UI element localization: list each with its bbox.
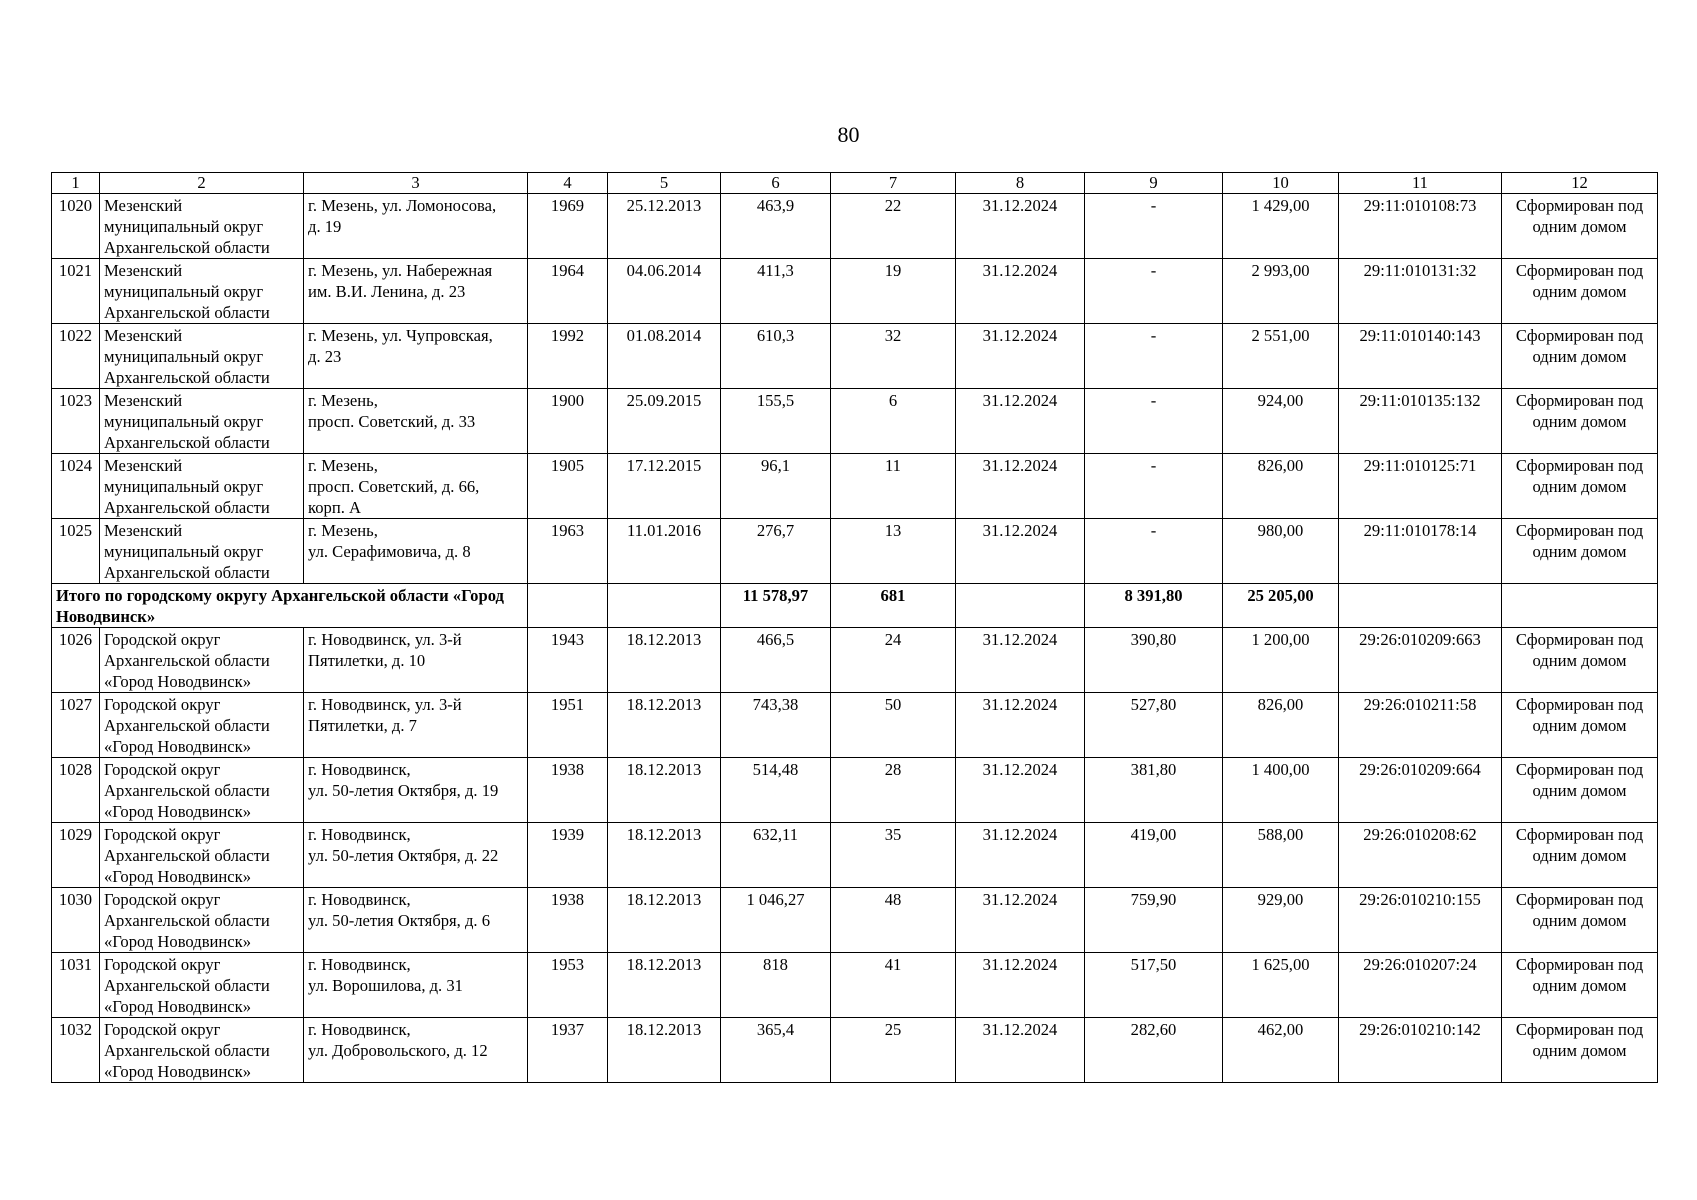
municipality-cell [100,324,304,389]
deadline-cell: 31.12.2024 [956,259,1085,324]
land-area-cell: - [1085,519,1223,584]
address-cell-line: ул. Серафимовича, д. 8 [308,542,471,561]
cadastral-number-cell: 29:26:010210:142 [1339,1018,1502,1083]
land-area-cell: - [1085,194,1223,259]
column-number: 11 [1339,173,1502,194]
table-row [52,324,1658,389]
municipality-cell-line: Архангельской области [104,303,270,322]
area-cell: 818 [721,953,831,1018]
year-cell: 1992 [528,324,608,389]
cadastral-number-cell: 29:26:010208:62 [1339,823,1502,888]
column-number: 3 [304,173,528,194]
municipality-cell [100,259,304,324]
address-cell-line: г. Новодвинск, ул. 3-й [308,695,462,714]
cadastral-number-cell: 29:11:010178:14 [1339,519,1502,584]
address-cell-line: им. В.И. Ленина, д. 23 [308,282,466,301]
table-row [52,693,1658,758]
year-cell: 1937 [528,1018,608,1083]
year-cell: 1938 [528,758,608,823]
note-cell [1502,259,1658,324]
cadastral-number-cell: 29:11:010125:71 [1339,454,1502,519]
land-area-cell: - [1085,389,1223,454]
value-cell: 2 993,00 [1223,259,1339,324]
row-number: 1022 [52,324,100,389]
area-cell: 463,9 [721,194,831,259]
address-cell-line: д. 23 [308,347,342,366]
address-cell-line: просп. Советский, д. 66, [308,477,480,496]
column-number: 4 [528,173,608,194]
land-area-cell: - [1085,454,1223,519]
deadline-cell: 31.12.2024 [956,454,1085,519]
municipality-cell-line: Городской округ [104,825,221,844]
municipality-cell-line: Городской округ [104,1020,221,1039]
value-cell: 1 400,00 [1223,758,1339,823]
municipality-cell-line: Архангельской области [104,911,270,930]
column-number: 5 [608,173,721,194]
area-cell: 1 046,27 [721,888,831,953]
note-cell-line: Сформирован под [1515,630,1644,649]
date-cell: 11.01.2016 [608,519,721,584]
count-cell: 32 [831,324,956,389]
address-cell-line: ул. 50-летия Октября, д. 19 [308,781,499,800]
note-cell-line: Сформирован под [1515,456,1644,475]
value-cell: 826,00 [1223,454,1339,519]
address-cell [304,693,528,758]
date-cell: 04.06.2014 [608,259,721,324]
address-cell [304,194,528,259]
value-cell: 1 200,00 [1223,628,1339,693]
count-cell: 41 [831,953,956,1018]
empty-cell [1502,584,1658,628]
table-row [52,1018,1658,1083]
municipality-cell-line: Городской округ [104,695,221,714]
note-cell-line: одним домом [1532,217,1627,236]
address-cell [304,888,528,953]
area-cell: 155,5 [721,389,831,454]
municipality-cell-line: «Город Новодвинск» [104,867,252,886]
note-cell-line: Сформирован под [1515,1020,1644,1039]
note-cell-line: одним домом [1532,911,1627,930]
row-number: 1025 [52,519,100,584]
note-cell [1502,823,1658,888]
row-number: 1021 [52,259,100,324]
note-cell-line: одним домом [1532,282,1627,301]
total-count: 681 [831,584,956,628]
address-cell-line: г. Мезень, ул. Чупровская, [308,326,493,345]
table-row [52,259,1658,324]
address-cell-line: г. Новодвинск, [308,825,411,844]
municipality-cell [100,628,304,693]
municipality-cell [100,194,304,259]
cadastral-number-cell: 29:26:010207:24 [1339,953,1502,1018]
value-cell: 588,00 [1223,823,1339,888]
date-cell: 18.12.2013 [608,888,721,953]
deadline-cell: 31.12.2024 [956,1018,1085,1083]
address-cell-line: просп. Советский, д. 33 [308,412,476,431]
municipality-cell [100,758,304,823]
row-number: 1020 [52,194,100,259]
address-cell-line: г. Новодвинск, [308,760,411,779]
note-cell-line: Сформирован под [1515,391,1644,410]
note-cell-line: одним домом [1532,347,1627,366]
address-cell [304,628,528,693]
municipality-cell-line: Мезенский [104,196,183,215]
municipality-cell-line: «Город Новодвинск» [104,737,252,756]
cadastral-number-cell: 29:11:010135:132 [1339,389,1502,454]
count-cell: 11 [831,454,956,519]
deadline-cell: 31.12.2024 [956,194,1085,259]
municipality-cell-line: муниципальный округ [104,412,264,431]
deadline-cell: 31.12.2024 [956,693,1085,758]
column-number: 10 [1223,173,1339,194]
address-cell-line: Пятилетки, д. 10 [308,651,426,670]
land-area-cell: - [1085,259,1223,324]
land-area-cell: - [1085,324,1223,389]
address-cell-line: г. Новодвинск, [308,890,411,909]
year-cell: 1953 [528,953,608,1018]
address-cell-line: ул. Добровольского, д. 12 [308,1041,488,1060]
date-cell: 18.12.2013 [608,758,721,823]
date-cell: 18.12.2013 [608,823,721,888]
count-cell: 48 [831,888,956,953]
municipality-cell-line: муниципальный округ [104,217,264,236]
table-body [52,173,1658,1083]
address-cell [304,259,528,324]
municipality-cell-line: Архангельской области [104,238,270,257]
municipality-cell [100,953,304,1018]
area-cell: 96,1 [721,454,831,519]
note-cell-line: одним домом [1532,781,1627,800]
date-cell: 01.08.2014 [608,324,721,389]
table-row [52,194,1658,259]
column-number: 8 [956,173,1085,194]
row-number: 1023 [52,389,100,454]
column-number: 12 [1502,173,1658,194]
municipality-cell-line: муниципальный округ [104,542,264,561]
municipality-cell [100,693,304,758]
year-cell: 1938 [528,888,608,953]
total-area: 11 578,97 [721,584,831,628]
land-area-cell: 527,80 [1085,693,1223,758]
column-number: 9 [1085,173,1223,194]
address-cell [304,1018,528,1083]
count-cell: 19 [831,259,956,324]
address-cell-line: г. Мезень, [308,456,378,475]
value-cell: 980,00 [1223,519,1339,584]
year-cell: 1964 [528,259,608,324]
value-cell: 929,00 [1223,888,1339,953]
municipality-cell-line: Мезенский [104,456,183,475]
note-cell-line: одним домом [1532,651,1627,670]
year-cell: 1905 [528,454,608,519]
deadline-cell: 31.12.2024 [956,823,1085,888]
note-cell-line: Сформирован под [1515,760,1644,779]
cadastral-number-cell: 29:26:010210:155 [1339,888,1502,953]
count-cell: 13 [831,519,956,584]
area-cell: 610,3 [721,324,831,389]
address-cell-line: г. Новодвинск, [308,1020,411,1039]
note-cell [1502,519,1658,584]
deadline-cell: 31.12.2024 [956,628,1085,693]
value-cell: 1 429,00 [1223,194,1339,259]
note-cell-line: одним домом [1532,846,1627,865]
date-cell: 18.12.2013 [608,1018,721,1083]
row-number: 1029 [52,823,100,888]
municipality-cell-line: «Город Новодвинск» [104,672,252,691]
total-value: 25 205,00 [1223,584,1339,628]
count-cell: 22 [831,194,956,259]
municipality-cell-line: Городской округ [104,890,221,909]
note-cell [1502,953,1658,1018]
municipality-cell-line: Городской округ [104,630,221,649]
municipality-cell-line: Архангельской области [104,368,270,387]
column-number: 6 [721,173,831,194]
land-area-cell: 759,90 [1085,888,1223,953]
note-cell [1502,324,1658,389]
year-cell: 1969 [528,194,608,259]
deadline-cell: 31.12.2024 [956,519,1085,584]
note-cell-line: одним домом [1532,976,1627,995]
note-cell-line: Сформирован под [1515,261,1644,280]
address-cell-line: г. Мезень, ул. Набережная [308,261,493,280]
municipality-cell [100,1018,304,1083]
area-cell: 276,7 [721,519,831,584]
empty-cell [1339,584,1502,628]
row-number: 1027 [52,693,100,758]
note-cell [1502,454,1658,519]
land-area-cell: 390,80 [1085,628,1223,693]
address-cell-line: ул. 50-летия Октября, д. 6 [308,911,491,930]
note-cell [1502,693,1658,758]
municipality-cell-line: Мезенский [104,261,183,280]
note-cell-line: одним домом [1532,477,1627,496]
note-cell [1502,194,1658,259]
row-number: 1026 [52,628,100,693]
total-row [52,584,1658,628]
value-cell: 924,00 [1223,389,1339,454]
count-cell: 28 [831,758,956,823]
address-cell [304,823,528,888]
municipality-cell-line: Архангельской области [104,716,270,735]
municipality-cell-line: Архангельской области [104,846,270,865]
empty-cell [956,584,1085,628]
value-cell: 1 625,00 [1223,953,1339,1018]
table-row [52,389,1658,454]
municipality-cell [100,454,304,519]
note-cell [1502,389,1658,454]
deadline-cell: 31.12.2024 [956,953,1085,1018]
row-number: 1031 [52,953,100,1018]
municipality-cell-line: Архангельской области [104,563,270,582]
municipality-cell-line: «Город Новодвинск» [104,802,252,821]
address-cell-line: г. Мезень, [308,521,378,540]
municipality-cell-line: «Город Новодвинск» [104,1062,252,1081]
empty-cell [528,584,608,628]
column-number-row [52,173,1658,194]
cadastral-number-cell: 29:26:010211:58 [1339,693,1502,758]
municipality-cell-line: муниципальный округ [104,347,264,366]
year-cell: 1900 [528,389,608,454]
municipality-cell-line: Архангельской области [104,433,270,452]
note-cell [1502,1018,1658,1083]
year-cell: 1963 [528,519,608,584]
count-cell: 35 [831,823,956,888]
address-cell [304,454,528,519]
value-cell: 462,00 [1223,1018,1339,1083]
total-label: Итого по городскому округу Архангельской области «Город Новодвинск» [52,584,528,628]
cadastral-number-cell: 29:11:010108:73 [1339,194,1502,259]
note-cell-line: Сформирован под [1515,955,1644,974]
municipality-cell-line: Архангельской области [104,976,270,995]
table-row [52,519,1658,584]
cadastral-number-cell: 29:26:010209:664 [1339,758,1502,823]
address-cell [304,389,528,454]
area-cell: 466,5 [721,628,831,693]
year-cell: 1951 [528,693,608,758]
municipality-cell [100,888,304,953]
address-cell-line: д. 19 [308,217,342,236]
note-cell [1502,758,1658,823]
housing-registry-table [51,172,1658,1083]
address-cell-line: г. Новодвинск, ул. 3-й [308,630,462,649]
table-row [52,758,1658,823]
date-cell: 18.12.2013 [608,628,721,693]
note-cell-line: одним домом [1532,1041,1627,1060]
note-cell-line: Сформирован под [1515,695,1644,714]
municipality-cell [100,389,304,454]
page-number: 80 [837,122,860,147]
value-cell: 826,00 [1223,693,1339,758]
area-cell: 365,4 [721,1018,831,1083]
address-cell [304,519,528,584]
cadastral-number-cell: 29:11:010131:32 [1339,259,1502,324]
table-row [52,953,1658,1018]
area-cell: 514,48 [721,758,831,823]
value-cell: 2 551,00 [1223,324,1339,389]
area-cell: 632,11 [721,823,831,888]
municipality-cell-line: Мезенский [104,521,183,540]
address-cell-line: г. Новодвинск, [308,955,411,974]
column-number: 1 [52,173,100,194]
municipality-cell-line: «Город Новодвинск» [104,997,252,1016]
municipality-cell-line: Архангельской области [104,781,270,800]
total-land-area: 8 391,80 [1085,584,1223,628]
row-number: 1030 [52,888,100,953]
note-cell [1502,888,1658,953]
empty-cell [608,584,721,628]
deadline-cell: 31.12.2024 [956,389,1085,454]
land-area-cell: 517,50 [1085,953,1223,1018]
row-number: 1032 [52,1018,100,1083]
date-cell: 25.09.2015 [608,389,721,454]
table-row [52,823,1658,888]
date-cell: 17.12.2015 [608,454,721,519]
address-cell-line: г. Мезень, [308,391,378,410]
municipality-cell-line: Архангельской области [104,651,270,670]
address-cell-line: г. Мезень, ул. Ломоносова, [308,196,497,215]
note-cell-line: Сформирован под [1515,890,1644,909]
table-row [52,454,1658,519]
note-cell-line: одним домом [1532,412,1627,431]
municipality-cell-line: Мезенский [104,326,183,345]
municipality-cell [100,519,304,584]
municipality-cell-line: Городской округ [104,955,221,974]
row-number: 1024 [52,454,100,519]
cadastral-number-cell: 29:26:010209:663 [1339,628,1502,693]
year-cell: 1943 [528,628,608,693]
date-cell: 25.12.2013 [608,194,721,259]
note-cell-line: одним домом [1532,542,1627,561]
table-row [52,628,1658,693]
municipality-cell-line: муниципальный округ [104,282,264,301]
address-cell [304,324,528,389]
municipality-cell [100,823,304,888]
municipality-cell-line: «Город Новодвинск» [104,932,252,951]
row-number: 1028 [52,758,100,823]
area-cell: 411,3 [721,259,831,324]
date-cell: 18.12.2013 [608,693,721,758]
land-area-cell: 381,80 [1085,758,1223,823]
address-cell-line: ул. Ворошилова, д. 31 [308,976,463,995]
municipality-cell-line: Архангельской области [104,1041,270,1060]
land-area-cell: 282,60 [1085,1018,1223,1083]
address-cell [304,758,528,823]
cadastral-number-cell: 29:11:010140:143 [1339,324,1502,389]
count-cell: 6 [831,389,956,454]
note-cell-line: Сформирован под [1515,521,1644,540]
address-cell-line: ул. 50-летия Октября, д. 22 [308,846,499,865]
date-cell: 18.12.2013 [608,953,721,1018]
note-cell [1502,628,1658,693]
address-cell-line: Пятилетки, д. 7 [308,716,417,735]
count-cell: 24 [831,628,956,693]
count-cell: 25 [831,1018,956,1083]
note-cell-line: одним домом [1532,716,1627,735]
municipality-cell-line: муниципальный округ [104,477,264,496]
municipality-cell-line: Городской округ [104,760,221,779]
note-cell-line: Сформирован под [1515,825,1644,844]
year-cell: 1939 [528,823,608,888]
municipality-cell-line: Мезенский [104,391,183,410]
address-cell [304,953,528,1018]
table-row [52,888,1658,953]
deadline-cell: 31.12.2024 [956,758,1085,823]
deadline-cell: 31.12.2024 [956,888,1085,953]
land-area-cell: 419,00 [1085,823,1223,888]
address-cell-line: корп. А [308,498,361,517]
note-cell-line: Сформирован под [1515,196,1644,215]
municipality-cell-line: Архангельской области [104,498,270,517]
count-cell: 50 [831,693,956,758]
column-number: 7 [831,173,956,194]
area-cell: 743,38 [721,693,831,758]
column-number: 2 [100,173,304,194]
deadline-cell: 31.12.2024 [956,324,1085,389]
note-cell-line: Сформирован под [1515,326,1644,345]
